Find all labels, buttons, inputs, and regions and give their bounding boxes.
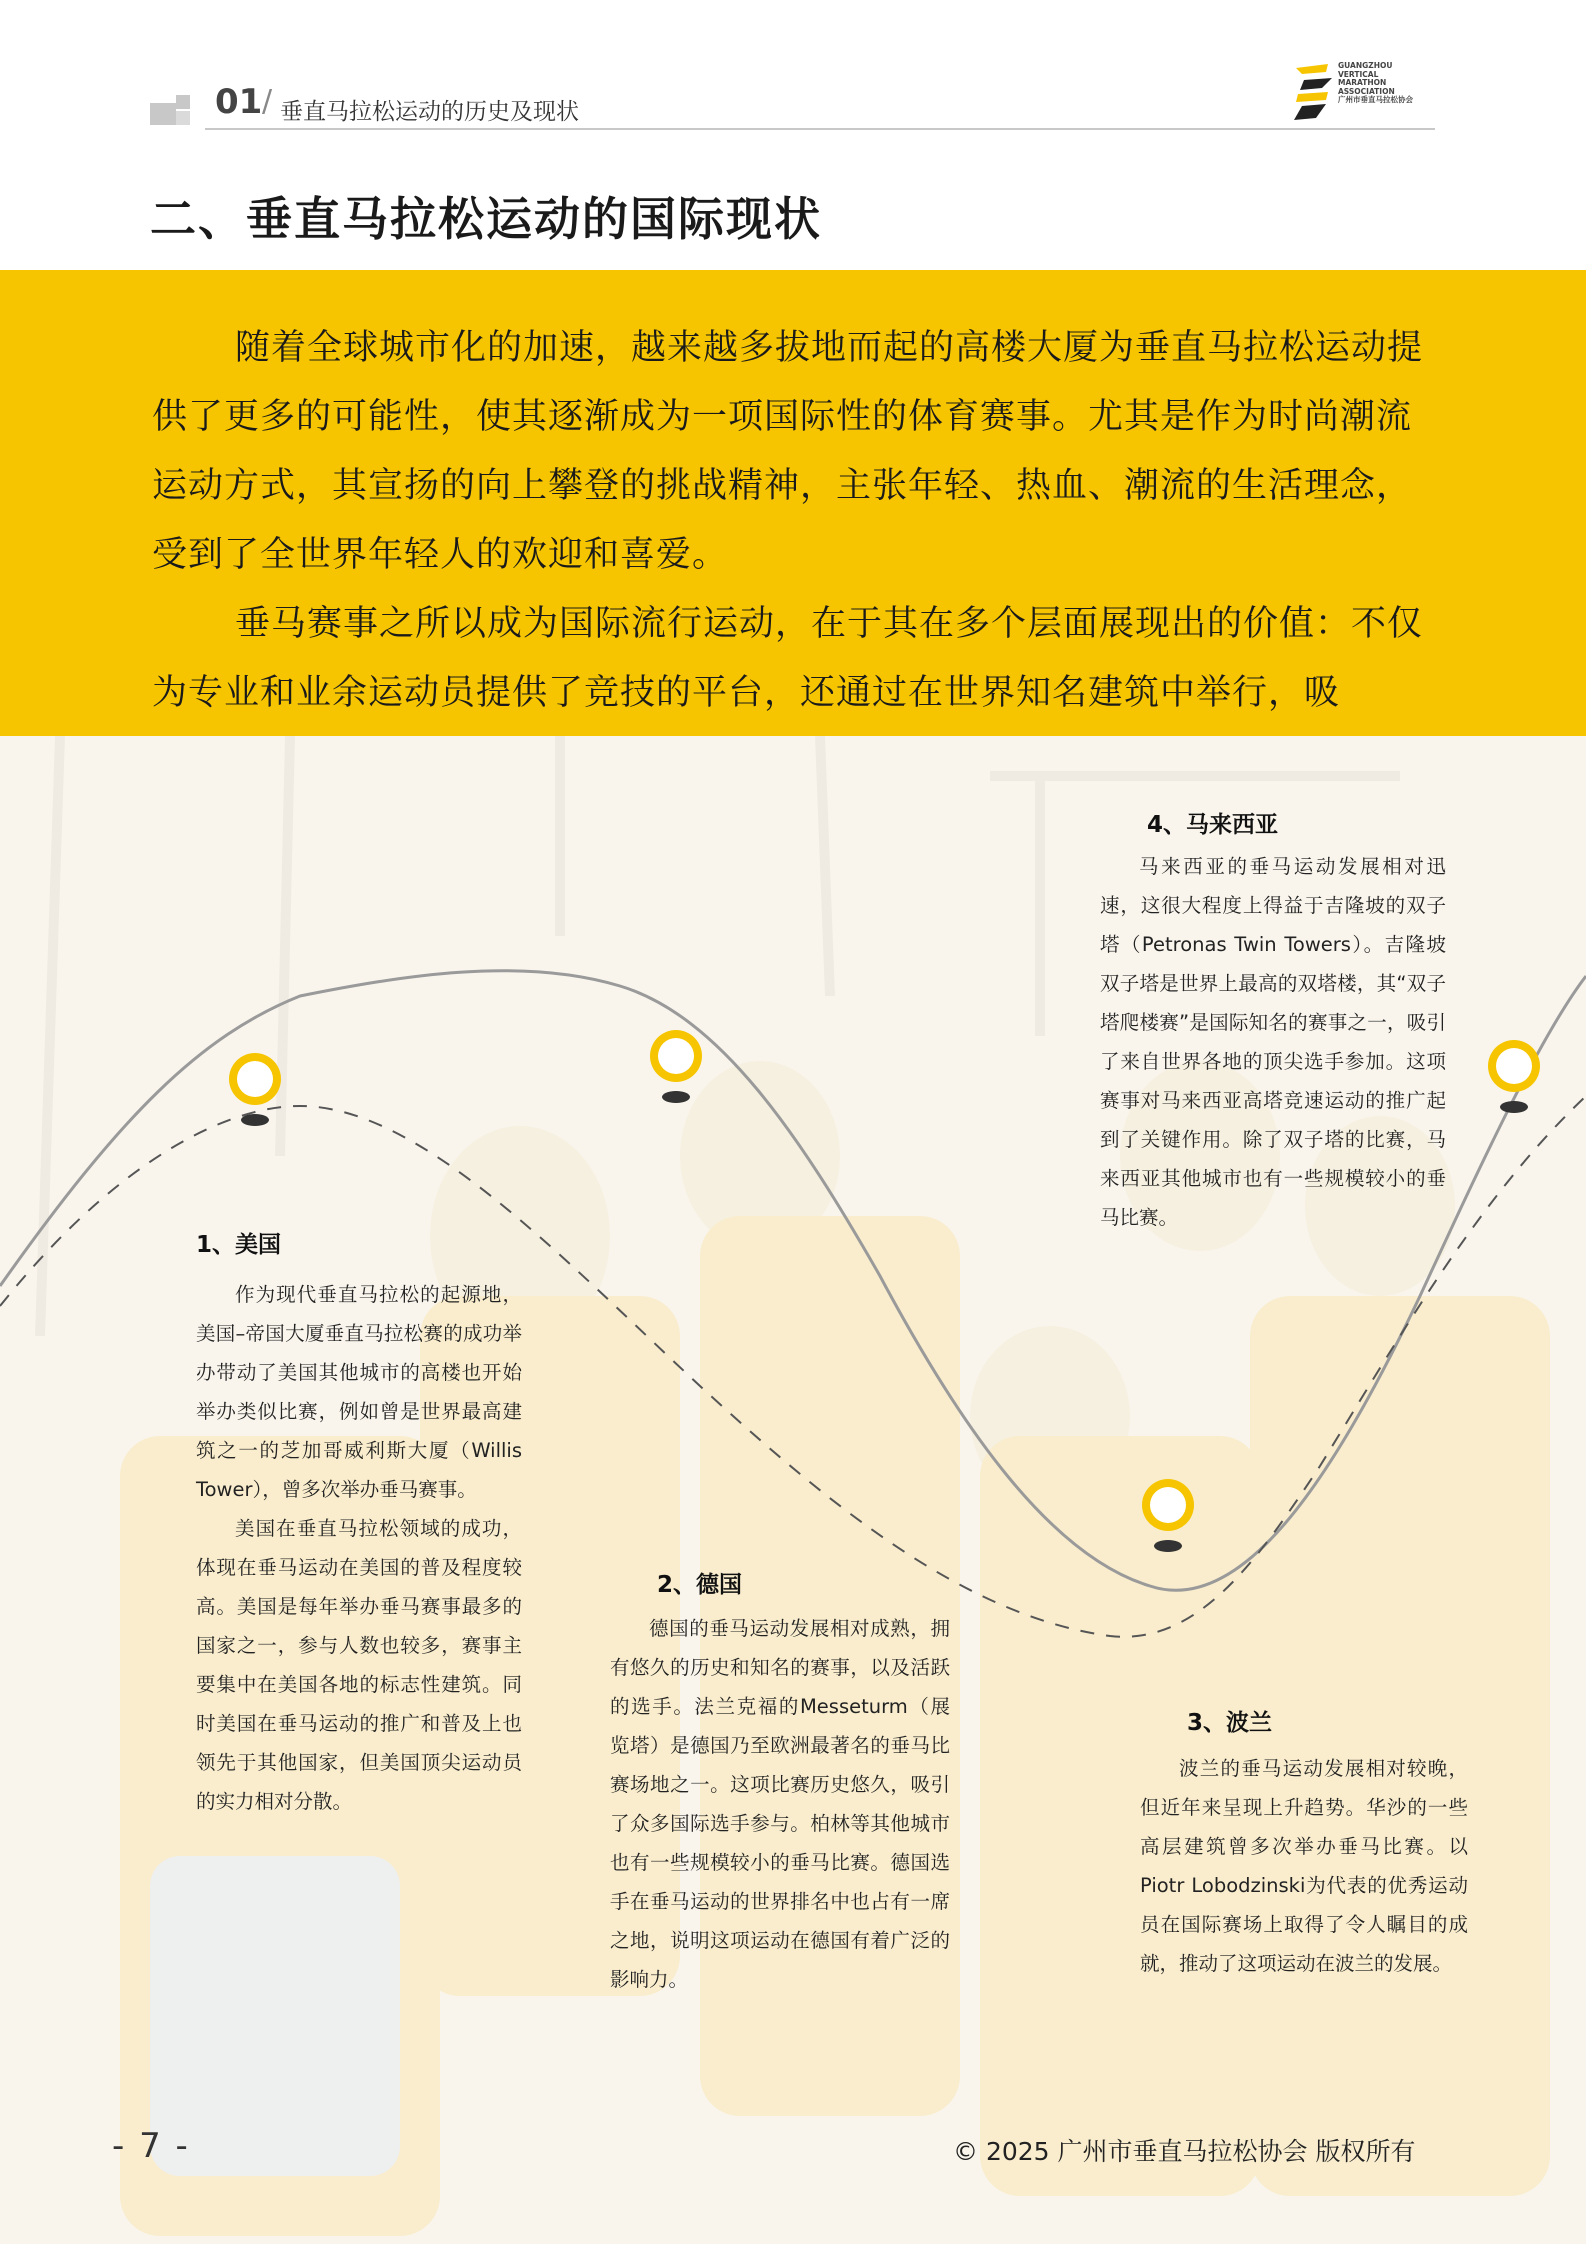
intro-band (0, 270, 1586, 736)
chapter-slash: / (262, 84, 273, 119)
country-heading: 4、马来西亚 (1147, 812, 1279, 838)
country-paragraph: 马来西亚的垂马运动发展相对迅速，这很大程度上得益于吉隆坡的双子塔（Petronas Twin Towers）。吉隆坡双子塔是世界上最高的双塔楼，其“双子塔爬楼赛”是国际知名的赛事之一，吸引了来自世界各地的顶尖选手参加。这项赛事对马来西亚高塔竞速运动的推广起到了关键作用。除了双子塔的比赛，马来西亚其他城市也有一些规模较小的垂马比赛。 (1100, 855, 1446, 1229)
chapter-title: 垂直马拉松运动的历史及现状 (280, 99, 579, 125)
pin-icon-usa (226, 1050, 284, 1128)
header-rule (205, 128, 1435, 130)
country-body (1140, 1749, 1468, 1983)
country-section-usa (196, 1226, 522, 1821)
country-heading: 2、德国 (657, 1572, 743, 1598)
pin-icon-germany (647, 1027, 705, 1105)
country-body (196, 1275, 522, 1821)
intro-paragraph-1: 随着全球城市化的加速，越来越多拔地而起的高楼大厦为垂直马拉松运动提供了更多的可能性，使其逐渐成为一项国际性的体育赛事。尤其是作为时尚潮流运动方式，其宣扬的向上攀登的挑战精神，主张年轻、热血、潮流的生活理念，受到了全世界年轻人的欢迎和喜爱。 (152, 328, 1424, 575)
country-section-poland (1140, 1704, 1468, 1983)
pin-icon-poland (1139, 1476, 1197, 1554)
intro-paragraph-2: 垂马赛事之所以成为国际流行运动，在于其在多个层面展现出的价值：不仅为专业和业余运动员提供了竞技的平台，还通过在世界知名建筑中举行，吸 (152, 604, 1424, 713)
section-title: 二、垂直马拉松运动的国际现状 (150, 192, 822, 246)
logo-text: GUANGZHOU VERTICAL MARATHON ASSOCIATION 广州市垂直马拉松协会 (1338, 61, 1413, 104)
country-paragraph: 德国的垂马运动发展相对成熟，拥有悠久的历史和知名的赛事，以及活跃的选手。法兰克福的Messeturm（展览塔）是德国乃至欧洲最著名的垂马比赛场地之一。这项比赛历史悠久，吸引了众多国际选手参与。柏林等其他城市也有一些规模较小的垂马比赛。德国选手在垂马运动的世界排名中也占有一席之地，说明这项运动在德国有着广泛的影响力。 (610, 1617, 950, 1991)
country-paragraph: 波兰的垂马运动发展相对较晚，但近年来呈现上升趋势。华沙的一些高层建筑曾多次举办垂马比赛。以Piotr Lobodzinski为代表的优秀运动员在国际赛场上取得了令人瞩目的成就，推动了这项运动在波兰的发展。 (1140, 1757, 1468, 1975)
country-heading: 1、美国 (196, 1232, 282, 1258)
chapter-number: 01 (215, 82, 263, 122)
country-paragraph: 作为现代垂直马拉松的起源地，美国–帝国大厦垂直马拉松赛的成功举办带动了美国其他城市的高楼也开始举办类似比赛，例如曾是世界最高建筑之一的芝加哥威利斯大厦（Willis Tower），曾多次举办垂马赛事。 (196, 1283, 522, 1501)
copyright-notice: © 2025 广州市垂直马拉松协会 版权所有 (953, 2137, 1416, 2166)
country-paragraph: 美国在垂直马拉松领域的成功，体现在垂马运动在美国的普及程度较高。美国是每年举办垂马赛事最多的国家之一，参与人数也较多，赛事主要集中在美国各地的标志性建筑。同时美国在垂马运动的推广和普及上也领先于其他国家，但美国顶尖运动员的实力相对分散。 (196, 1517, 522, 1813)
country-section-germany (610, 1566, 950, 1999)
country-section-malaysia (1100, 806, 1446, 1237)
country-body (610, 1609, 950, 1999)
country-heading: 3、波兰 (1187, 1710, 1273, 1736)
pin-icon-malaysia (1485, 1037, 1543, 1115)
country-body (1100, 847, 1446, 1237)
header-decor-blocks (150, 95, 205, 125)
page-number: - 7 - (112, 2126, 190, 2166)
